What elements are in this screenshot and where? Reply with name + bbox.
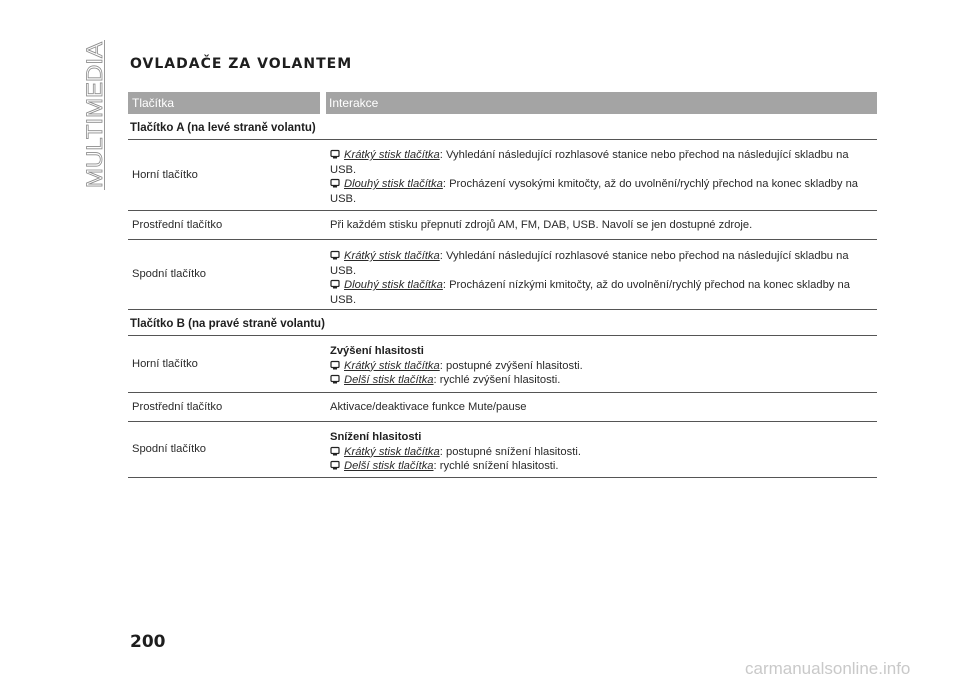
svg-text:MULTIMEDIA: MULTIMEDIA: [82, 53, 107, 188]
phone-icon: [330, 461, 340, 470]
side-divider-line: [104, 40, 105, 190]
press-type-term: Delší stisk tlačítka: [344, 460, 434, 472]
row-label: Prostřední tlačítko: [132, 400, 223, 413]
table-row: [128, 140, 877, 211]
group-heading-button-b: Tlačítko B (na pravé straně volantu): [128, 310, 877, 336]
press-type-text: : Procházení vysokými kmitočty, až do uvolnění/rychlý přechod na konec skladby na USB.: [330, 178, 859, 205]
volume-up-heading: Zvýšení hlasitosti: [330, 345, 424, 357]
press-type-text: : rychlé snížení hlasitosti.: [433, 460, 559, 472]
description-line: [330, 459, 873, 474]
header-separator: [320, 92, 326, 114]
page-number: 200: [130, 632, 166, 652]
group-heading-button-a: Tlačítko A (na levé straně volantu): [128, 114, 877, 140]
description-line: [330, 278, 873, 307]
table-row: [128, 240, 877, 310]
press-type-text: : Vyhledání následující rozhlasové stanice nebo přechod na následující skladbu na USB.: [330, 149, 849, 176]
description-line: [330, 148, 873, 177]
press-type-term: Krátký stisk tlačítka: [344, 359, 440, 372]
phone-icon: [330, 280, 340, 289]
section-side-label: [84, 40, 106, 190]
description-line: [330, 445, 873, 460]
column-header-buttons: Tlačítka: [132, 96, 175, 110]
page-title: OVLADAČE ZA VOLANTEM: [130, 56, 353, 72]
phone-icon: [330, 179, 340, 188]
press-type-text: : postupné zvýšení hlasitosti.: [439, 359, 583, 372]
row-label: Horní tlačítko: [132, 168, 198, 181]
volume-down-heading: Snížení hlasitosti: [330, 431, 422, 443]
controls-table: [128, 92, 877, 478]
row-description: [330, 336, 877, 392]
description-line: [330, 177, 873, 206]
press-type-term: Krátký stisk tlačítka: [344, 445, 440, 458]
description-line: [330, 359, 873, 374]
table-row: [128, 422, 877, 478]
press-type-term: Krátký stisk tlačítka: [344, 149, 440, 161]
phone-icon: [330, 375, 340, 384]
row-label: Spodní tlačítko: [132, 268, 207, 281]
table-header: [128, 92, 877, 114]
table-row: [128, 336, 877, 393]
row-description: Aktivace/deaktivace funkce Mute/pause: [330, 400, 527, 413]
phone-icon: [330, 361, 340, 370]
press-type-term: Dlouhý stisk tlačítka: [344, 178, 443, 190]
press-type-text: : Procházení nízkými kmitočty, až do uvolnění/rychlý přechod na konec skladby na USB.: [330, 279, 850, 306]
table-row: [128, 393, 877, 422]
description-line: [330, 373, 873, 388]
row-description: [330, 140, 877, 210]
watermark-text: carmanualsonline.info: [745, 659, 911, 678]
press-type-text: : Vyhledání následující rozhlasové stanice nebo přechod na následující skladbu na USB.: [330, 250, 849, 277]
phone-icon: [330, 251, 340, 260]
press-type-text: : rychlé zvýšení hlasitosti.: [433, 374, 561, 386]
phone-icon: [330, 447, 340, 456]
table-row: [128, 211, 877, 240]
column-header-interaction: Interakce: [329, 96, 379, 110]
row-label: Horní tlačítko: [132, 357, 198, 370]
row-label: Prostřední tlačítko: [132, 218, 223, 231]
press-type-term: Krátký stisk tlačítka: [344, 250, 440, 262]
row-label: Spodní tlačítko: [132, 443, 207, 456]
row-description: Při každém stisku přepnutí zdrojů AM, FM, DAB, USB. Navolí se jen dostupné zdroje.: [330, 218, 753, 231]
press-type-term: Dlouhý stisk tlačítka: [344, 279, 443, 291]
row-description: [330, 422, 877, 477]
row-description: [330, 240, 877, 309]
description-line: [330, 249, 873, 278]
press-type-text: : postupné snížení hlasitosti.: [439, 445, 581, 458]
section-side-label-graphic: [84, 40, 106, 190]
phone-icon: [330, 150, 340, 159]
press-type-term: Delší stisk tlačítka: [344, 374, 434, 386]
